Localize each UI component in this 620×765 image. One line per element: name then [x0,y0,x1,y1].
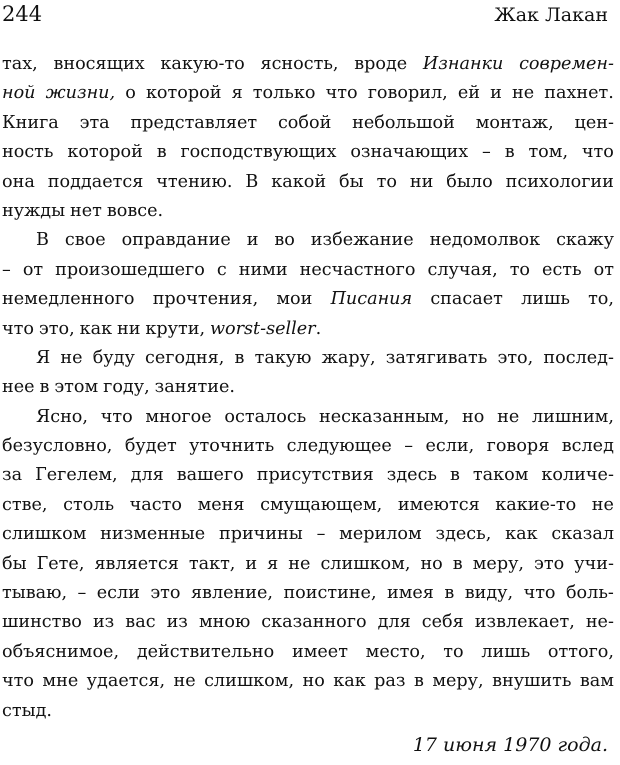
word: не- [585,612,614,633]
word: что [581,142,614,163]
word: уточнить [189,436,275,457]
word: тах, [2,54,38,74]
word: какие-то [495,494,577,515]
text-line [2,638,614,667]
word: здесь [386,465,438,486]
word: причины [218,524,303,545]
word: есть [542,259,582,280]
word: Я [36,347,51,368]
word: то, [588,289,614,310]
text-line [2,608,614,637]
word: цен- [574,112,614,133]
word: В [245,171,259,192]
word: внушить [492,671,572,692]
paragraph [2,344,614,403]
word: ни [409,171,434,192]
page-number: 244 [2,2,43,26]
word: прочтения, [152,289,259,310]
word: вашего [176,465,244,486]
word: чтению. [156,171,233,192]
word: в [444,583,455,604]
word: мои [276,289,313,310]
word: – [77,583,87,604]
word: такую [254,347,312,368]
word: как [333,671,366,692]
word: сказанного [261,612,367,633]
text-line [2,373,614,402]
word: Писания [330,289,413,310]
text-line [2,667,614,696]
word: часто [129,494,182,515]
text-line [2,520,614,549]
word: шинство [2,612,82,633]
word: за [2,465,23,486]
word: собой [277,112,332,133]
word: имеются [397,494,480,515]
word: удается, [86,671,166,692]
text-line [2,403,614,432]
word: слишком, [320,553,411,574]
word: явление, [190,583,274,604]
word: и [490,83,502,104]
word: Гете, [36,553,85,574]
word: спасает [430,289,503,310]
word: как [79,318,113,339]
paragraph [2,50,614,226]
word: ность [2,142,54,163]
word: в [413,671,424,692]
paragraph [2,403,614,726]
word: смущающем, [260,494,383,515]
word: Изнанки [422,54,504,74]
word: имеет [291,641,348,662]
word: место, [365,641,426,662]
word: в [452,553,463,574]
word: объяснимое, [2,641,120,662]
word: избежание [310,230,414,251]
word: и [246,230,259,251]
word: действительно [136,641,275,662]
word: себя [421,612,464,633]
word: столь [63,494,115,515]
word: таком [472,465,529,486]
text-line [2,197,614,226]
word: монтаж, [475,112,554,133]
word: году, [103,377,150,398]
word: то [376,171,397,192]
word: не [60,347,83,368]
word: в [39,377,50,398]
word: представляет [130,112,258,133]
word: это, [497,347,534,368]
text-line [2,50,614,79]
text-line [2,697,614,726]
word: что [325,83,358,104]
word: что [2,671,34,692]
word: меру, [472,553,525,574]
word: для [130,465,164,486]
word: не [288,553,311,574]
word: является [94,553,179,574]
word: бы [2,553,27,574]
word: лишь [521,289,570,310]
word: такт, [188,553,236,574]
word: и [245,553,258,574]
word: то [443,641,464,662]
word: безусловно, [2,436,113,457]
word: скажу [556,230,614,251]
page-header [2,2,608,32]
word: вам [579,671,614,692]
word: извлекает, [474,612,575,633]
text-line [2,550,614,579]
word: том, [528,142,569,163]
running-head: Жак Лакан [494,4,608,26]
word: но [420,553,443,574]
word: Гегелем, [35,465,118,486]
text-line [2,491,614,520]
word: послед- [543,347,614,368]
word: если [96,583,140,604]
word: в [234,347,245,368]
word: осталось [224,406,307,427]
word: крути, [145,318,206,339]
word: это, [38,318,75,339]
word: мною [198,612,251,633]
word: – [404,436,414,457]
word: ясность, [260,54,339,74]
word: было [446,171,493,192]
word: не [591,494,614,515]
word: оттого, [547,641,614,662]
word: бы [339,171,364,192]
word: вроде [354,54,408,74]
text-line [2,168,614,197]
word: виду, [464,583,514,604]
word: стыд. [2,700,53,721]
word: занятие. [154,377,235,398]
word: В [36,230,49,251]
word: но [462,406,485,427]
word: случая, [427,259,498,280]
word: от [22,259,44,280]
word: жару, [321,347,376,368]
word: мне [42,671,79,692]
word: в [450,465,460,486]
word: – [2,259,11,280]
word: нужды [2,200,66,221]
text-line [2,256,614,285]
paragraph [2,226,614,344]
word: стве, [2,494,48,515]
word: современ- [519,54,614,74]
word: то [509,259,531,280]
word: это [534,553,565,574]
word: оправдание [121,230,231,251]
word: . [315,318,322,339]
word: ной [2,83,36,104]
date-line: 17 июня 1970 года. [412,734,608,756]
word: сегодня, [145,347,225,368]
word: вслед [561,436,614,457]
word: вовсе. [106,200,164,221]
text-line [2,79,614,108]
word: недомолвок [429,230,541,251]
word: Ясно, [36,406,88,427]
word: не [512,83,535,104]
word: следующее [286,436,392,457]
word: присутствия [256,465,374,486]
word: ни [117,318,141,339]
word: количе- [541,465,614,486]
word: эта [79,112,110,133]
text-line [2,285,614,314]
word: – [316,524,326,545]
word: которой [145,83,222,104]
text-line [2,226,614,255]
word: несчастного [299,259,416,280]
word: из [166,612,188,633]
text-line [2,579,614,608]
word: не [497,406,520,427]
word: означающих [350,142,469,163]
word: немедленного [2,289,135,310]
word: сказал [551,524,614,545]
word: говоря [486,436,550,457]
word: с [216,259,227,280]
word: я [231,83,243,104]
word: не [173,671,196,692]
word: от [593,259,614,280]
word: меру, [432,671,484,692]
word: ними [238,259,288,280]
word: господствующих [180,142,337,163]
word: многое [145,406,212,427]
text-line [2,461,614,490]
word: раз [374,671,406,692]
word: нет [70,200,102,221]
word: я [267,553,279,574]
word: но [302,671,325,692]
word: лишним, [531,406,614,427]
body-text [2,50,614,726]
word: если, [425,436,475,457]
word: небольшой [352,112,455,133]
word: слишком [2,524,87,545]
word: только [252,83,316,104]
word: ей [457,83,481,104]
text-line [2,138,614,167]
word: низменные [100,524,206,545]
word: учи- [574,553,614,574]
word: пахнет. [544,83,614,104]
word: что [100,406,133,427]
word: мерилом [339,524,422,545]
word: какой [271,171,327,192]
word: что [2,318,34,339]
word: о [125,83,136,104]
word: говорил, [367,83,448,104]
word: затягивать [385,347,488,368]
word: этом [54,377,99,398]
word: нее [2,377,35,398]
word: это [150,583,181,604]
word: несказанным, [319,406,450,427]
word: меня [197,494,245,515]
word: будет [124,436,177,457]
text-line [2,109,614,138]
word: для [377,612,411,633]
word: вас [125,612,156,633]
word: вносящих [53,54,145,74]
word: слишком, [204,671,295,692]
word: – [482,142,491,163]
word: что [523,583,556,604]
word: тываю, [2,583,68,604]
text-line [2,315,614,344]
word: Книга [2,112,59,133]
word: психологии [505,171,614,192]
word: буду [92,347,135,368]
word: из [92,612,115,633]
text-line [2,432,614,461]
word: она [2,171,35,192]
word: имея [386,583,434,604]
word: свое [64,230,106,251]
word: поддается [47,171,144,192]
word: в [504,142,515,163]
word: worst-seller [209,318,316,339]
word: поистине, [283,583,377,604]
word: произошедшего [55,259,205,280]
word: во [274,230,295,251]
word: которой [67,142,143,163]
text-line [2,344,614,373]
word: в [156,142,167,163]
word: боль- [565,583,614,604]
word: как [505,524,538,545]
word: здесь, [435,524,492,545]
word: какую-то [160,54,245,74]
word: лишь [481,641,531,662]
word: жизни, [45,83,116,104]
